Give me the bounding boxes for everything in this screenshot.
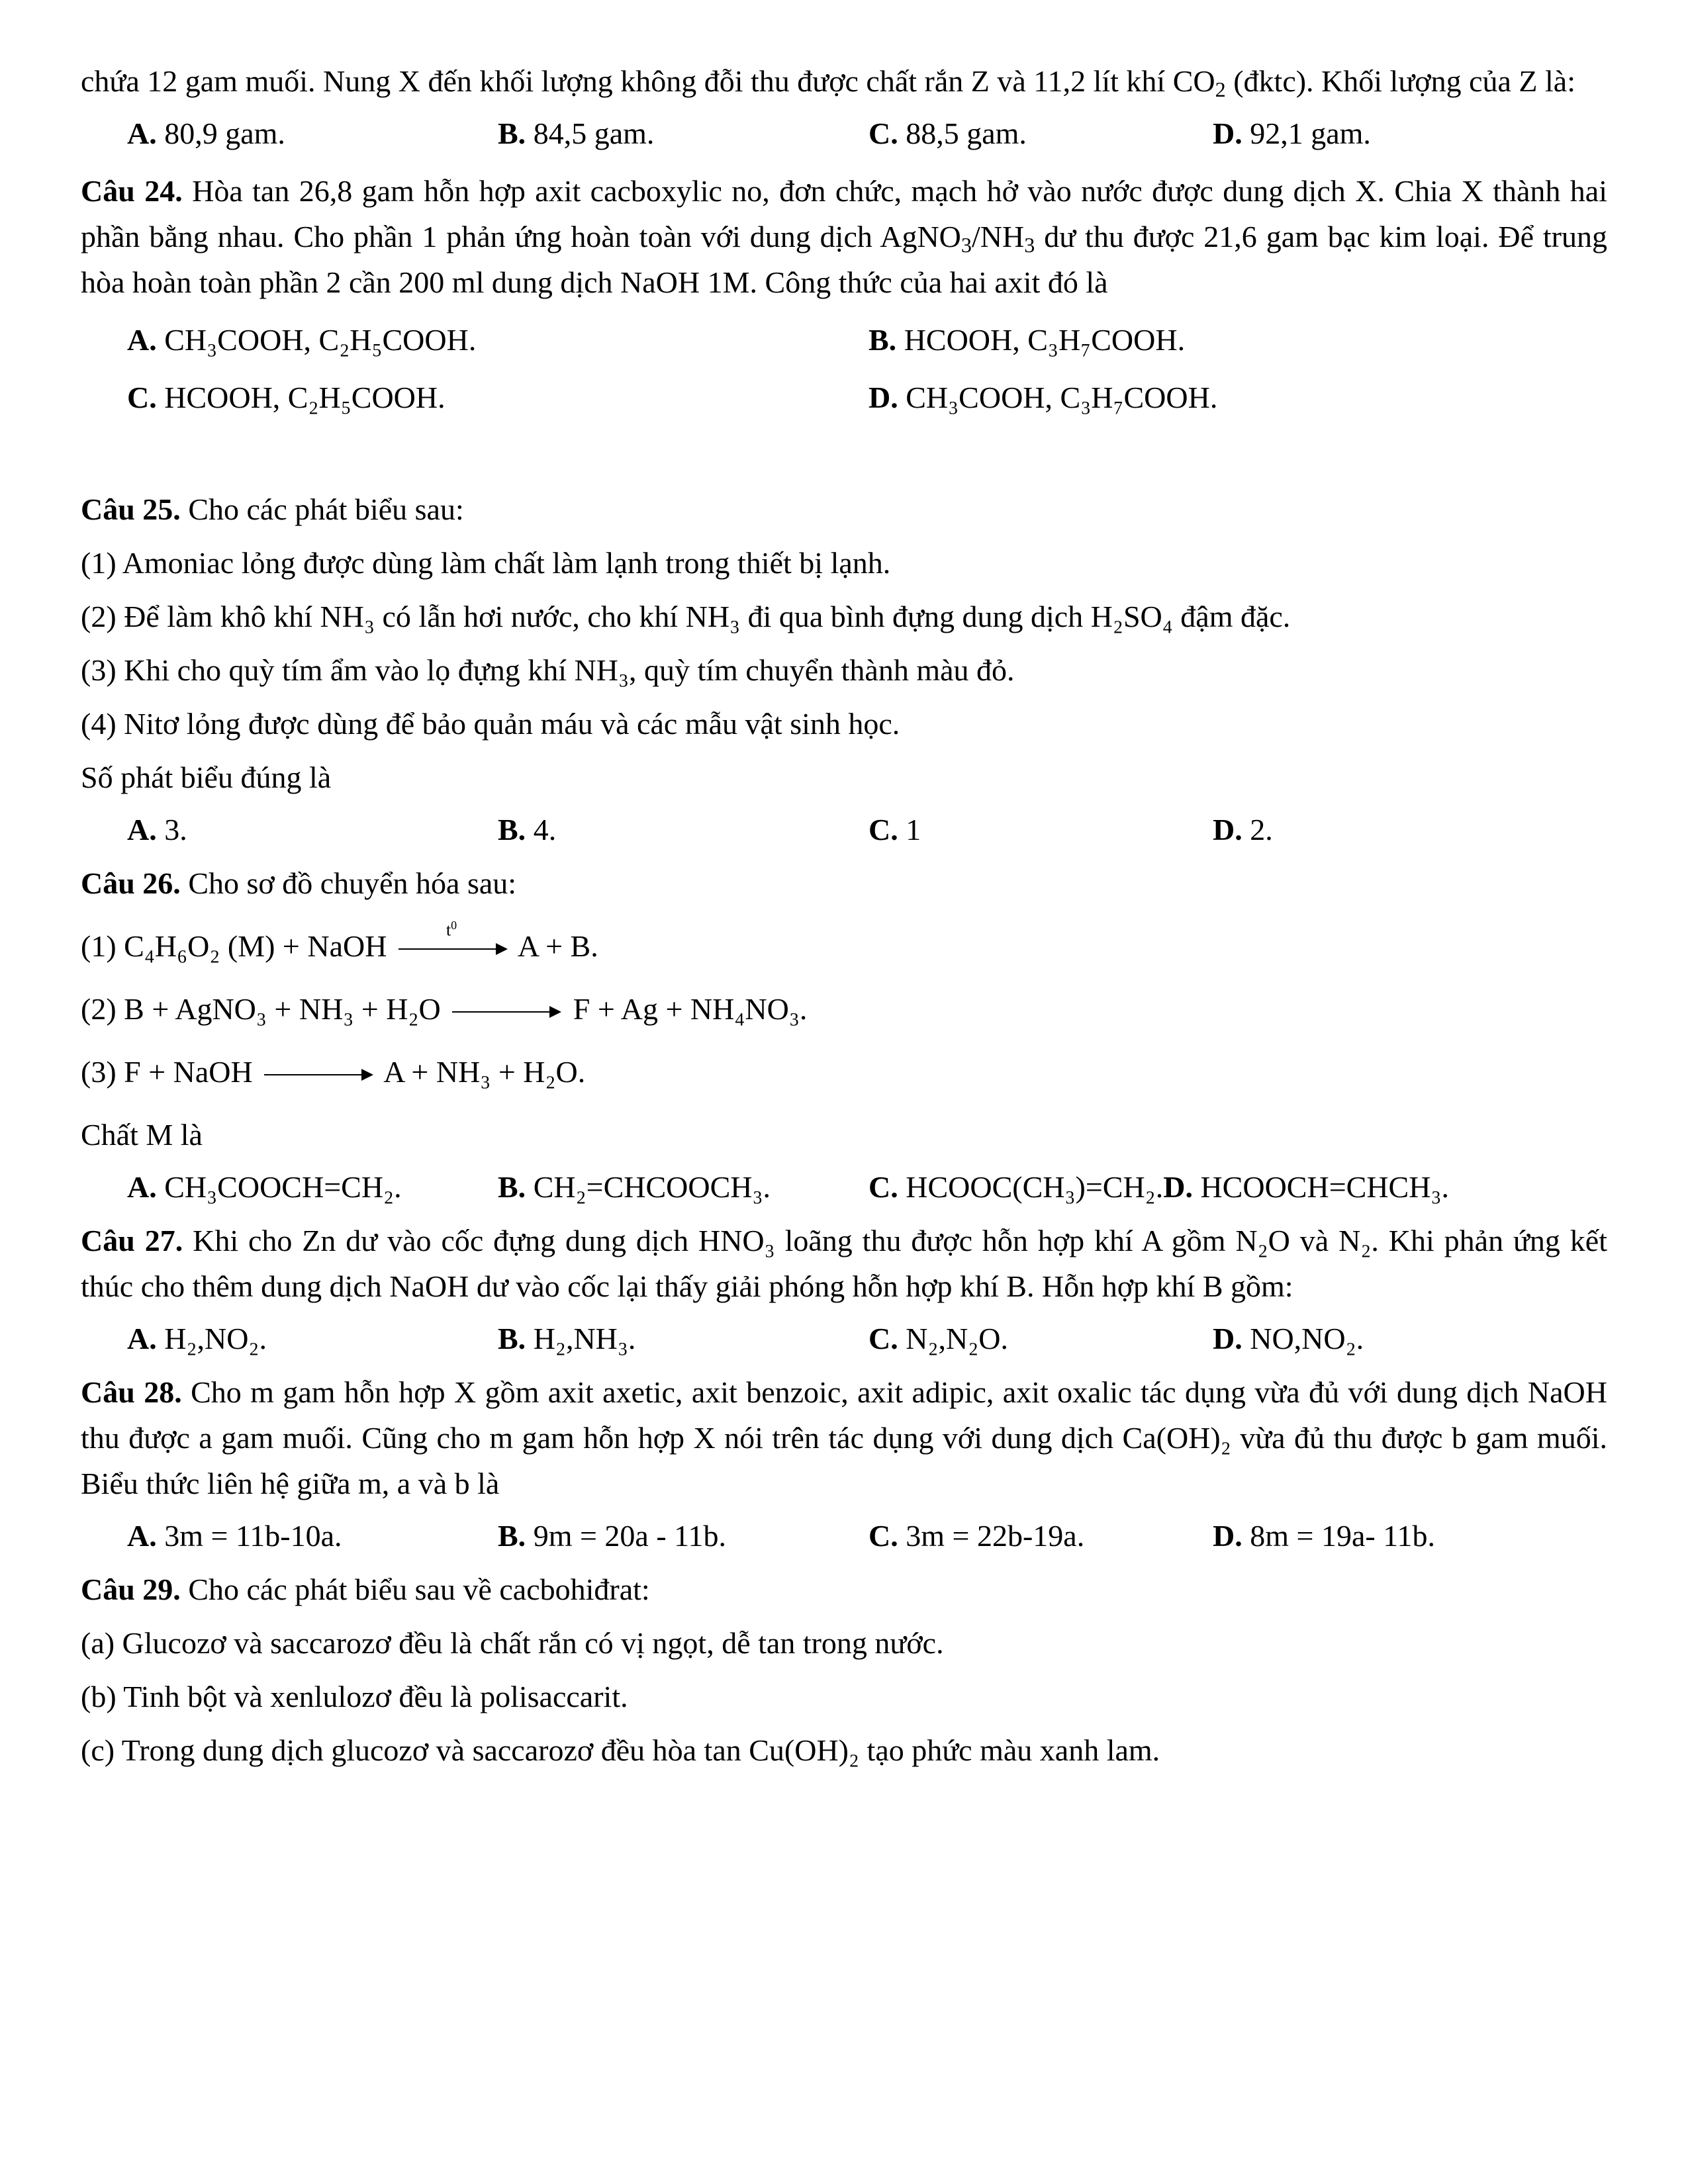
- q28-option-c[interactable]: C. 3m = 22b-19a.: [868, 1519, 1085, 1553]
- q29-statement-a: (a) Glucozơ và saccarozơ đều là chất rắn có vị ngọt, dễ tan trong nước.: [81, 1626, 944, 1660]
- q26-ask: Chất M là: [81, 1118, 203, 1152]
- q26-number: Câu 26.: [81, 866, 181, 900]
- q24-option-c[interactable]: C. HCOOH, C₂H₅COOH.: [127, 381, 445, 414]
- q28-option-d[interactable]: D. 8m = 19a- 11b.: [1213, 1519, 1435, 1553]
- q23-option-a[interactable]: A. 80,9 gam.: [127, 116, 285, 150]
- q25-option-d[interactable]: D. 2.: [1213, 813, 1273, 846]
- q25-option-b[interactable]: B. 4.: [498, 813, 557, 846]
- q27-option-a[interactable]: A. H₂,NO₂.: [127, 1322, 267, 1355]
- q28-text: Câu 28. Cho m gam hỗn hợp X gồm axit axetic, axit benzoic, axit adipic, axit oxalic tác dụng vừa đủ với dung dịch NaOH thu được a gam muối. Cũng cho m gam hỗn hợp X nói trên tác dụng với dung dịch Ca(OH)₂ vừa đủ thu được b gam muối. Biểu thức liên hệ giữa m, a và b là: [81, 1375, 1607, 1500]
- q27-number: Câu 27.: [81, 1224, 183, 1257]
- q25-intro: Câu 25. Cho các phát biểu sau:: [81, 492, 464, 526]
- q29-number: Câu 29.: [81, 1572, 181, 1606]
- q28-number: Câu 28.: [81, 1375, 182, 1409]
- q24-options-row2: [81, 375, 1607, 420]
- q25-statement-2: (2) Để làm khô khí NH₃ có lẫn hơi nước, cho khí NH₃ đi qua bình đựng dung dịch H₂SO₄ đậm đặc.: [81, 600, 1291, 633]
- q23-options: [81, 111, 1607, 156]
- q24-option-d[interactable]: D. CH₃COOH, C₃H₇COOH.: [868, 381, 1218, 414]
- q25-ask: Số phát biểu đúng là: [81, 760, 332, 794]
- q26-equation-1: (1) C₄H₆O₂ (M) + NaOH $t^0$ A + B.: [81, 919, 598, 963]
- q24-options-row1: [81, 317, 1607, 363]
- q26-option-c[interactable]: C. HCOOC(CH₃)=CH₂.: [868, 1170, 1164, 1204]
- reaction-arrow-icon: [452, 1002, 561, 1022]
- q24-option-a[interactable]: A. CH₃COOH, C₂H₅COOH.: [127, 323, 477, 357]
- exam-page: [81, 58, 1607, 1773]
- q26-intro: Câu 26. Cho sơ đồ chuyển hóa sau:: [81, 866, 517, 900]
- q27-text: Câu 27. Khi cho Zn dư vào cốc đựng dung dịch HNO₃ loãng thu được hỗn hợp khí A gồm N₂O và N₂. Khi phản ứng kết thúc cho thêm dung dịch NaOH dư vào cốc lại thấy giải phóng hỗn hợp khí B. Hỗn hợp khí B gồm:: [81, 1224, 1607, 1303]
- heat-condition: $t^0$: [445, 919, 457, 940]
- reaction-arrow-with-heat-icon: [399, 919, 508, 959]
- q26-options: [81, 1164, 1607, 1210]
- q25-option-c[interactable]: C. 1: [868, 813, 921, 846]
- q29-statement-b: (b) Tinh bột và xenlulozơ đều là polisaccarit.: [81, 1680, 628, 1713]
- q25-statement-1: (1) Amoniac lỏng được dùng làm chất làm lạnh trong thiết bị lạnh.: [81, 546, 891, 580]
- q28-options: [81, 1513, 1607, 1559]
- q26-option-b[interactable]: B. CH₂=CHCOOCH₃.: [498, 1170, 771, 1204]
- q27-options: [81, 1316, 1607, 1361]
- q24-option-b[interactable]: B. HCOOH, C₃H₇COOH.: [868, 323, 1186, 357]
- q26-equation-2: (2) B + AgNO₃ + NH₃ + H₂O F + Ag + NH₄NO₃.: [81, 992, 808, 1026]
- q23-text: chứa 12 gam muối. Nung X đến khối lượng không đỗi thu được chất rắn Z và 11,2 lít khí $CO_2$ (đktc). Khối lượng của Z là:: [81, 64, 1575, 102]
- q24-text: Câu 24. Hòa tan 26,8 gam hỗn hợp axit cacboxylic no, đơn chức, mạch hở vào nước được dung dịch X. Chia X thành hai phần bằng nhau. Cho phần 1 phản ứng hoàn toàn với dung dịch $AgNO_3/NH_3$ dư thu được 21,6 gam bạc kim loại. Để trung hòa hoàn toàn phần 2 cần 200 ml dung dịch NaOH 1M. Công thức của hai axit đó là: [81, 174, 1607, 299]
- q26-option-d[interactable]: D. HCOOCH=CHCH₃.: [1163, 1170, 1449, 1204]
- q25-number: Câu 25.: [81, 492, 181, 526]
- q23-option-b[interactable]: B. 84,5 gam.: [498, 116, 655, 150]
- q27-option-b[interactable]: B. H₂,NH₃.: [498, 1322, 636, 1355]
- q28-option-a[interactable]: A. 3m = 11b-10a.: [127, 1519, 342, 1553]
- q24-number: Câu 24.: [81, 174, 183, 208]
- q27-option-d[interactable]: D. NO,NO₂.: [1213, 1322, 1364, 1355]
- q25-statement-3: (3) Khi cho quỳ tím ẩm vào lọ đựng khí NH₃, quỳ tím chuyển thành màu đỏ.: [81, 653, 1015, 687]
- q27-option-c[interactable]: C. N₂,N₂O.: [868, 1322, 1008, 1355]
- q25-option-a[interactable]: A. 3.: [127, 813, 187, 846]
- q25-statement-4: (4) Nitơ lỏng được dùng để bảo quản máu và các mẫu vật sinh học.: [81, 707, 900, 741]
- q29-intro: Câu 29. Cho các phát biểu sau về cacbohiđrat:: [81, 1572, 650, 1606]
- q23-option-c[interactable]: C. 88,5 gam.: [868, 116, 1027, 150]
- q25-options: [81, 807, 1607, 852]
- q28-option-b[interactable]: B. 9m = 20a - 11b.: [498, 1519, 726, 1553]
- q29-statement-c: (c) Trong dung dịch glucozơ và saccarozơ đều hòa tan Cu(OH)₂ tạo phức màu xanh lam.: [81, 1733, 1160, 1767]
- q26-option-a[interactable]: A. CH₃COOCH=CH₂.: [127, 1170, 402, 1204]
- reaction-arrow-icon: [264, 1065, 373, 1085]
- q26-equation-3: (3) F + NaOH A + NH₃ + H₂O.: [81, 1055, 586, 1089]
- q23-option-d[interactable]: D. 92,1 gam.: [1213, 116, 1371, 150]
